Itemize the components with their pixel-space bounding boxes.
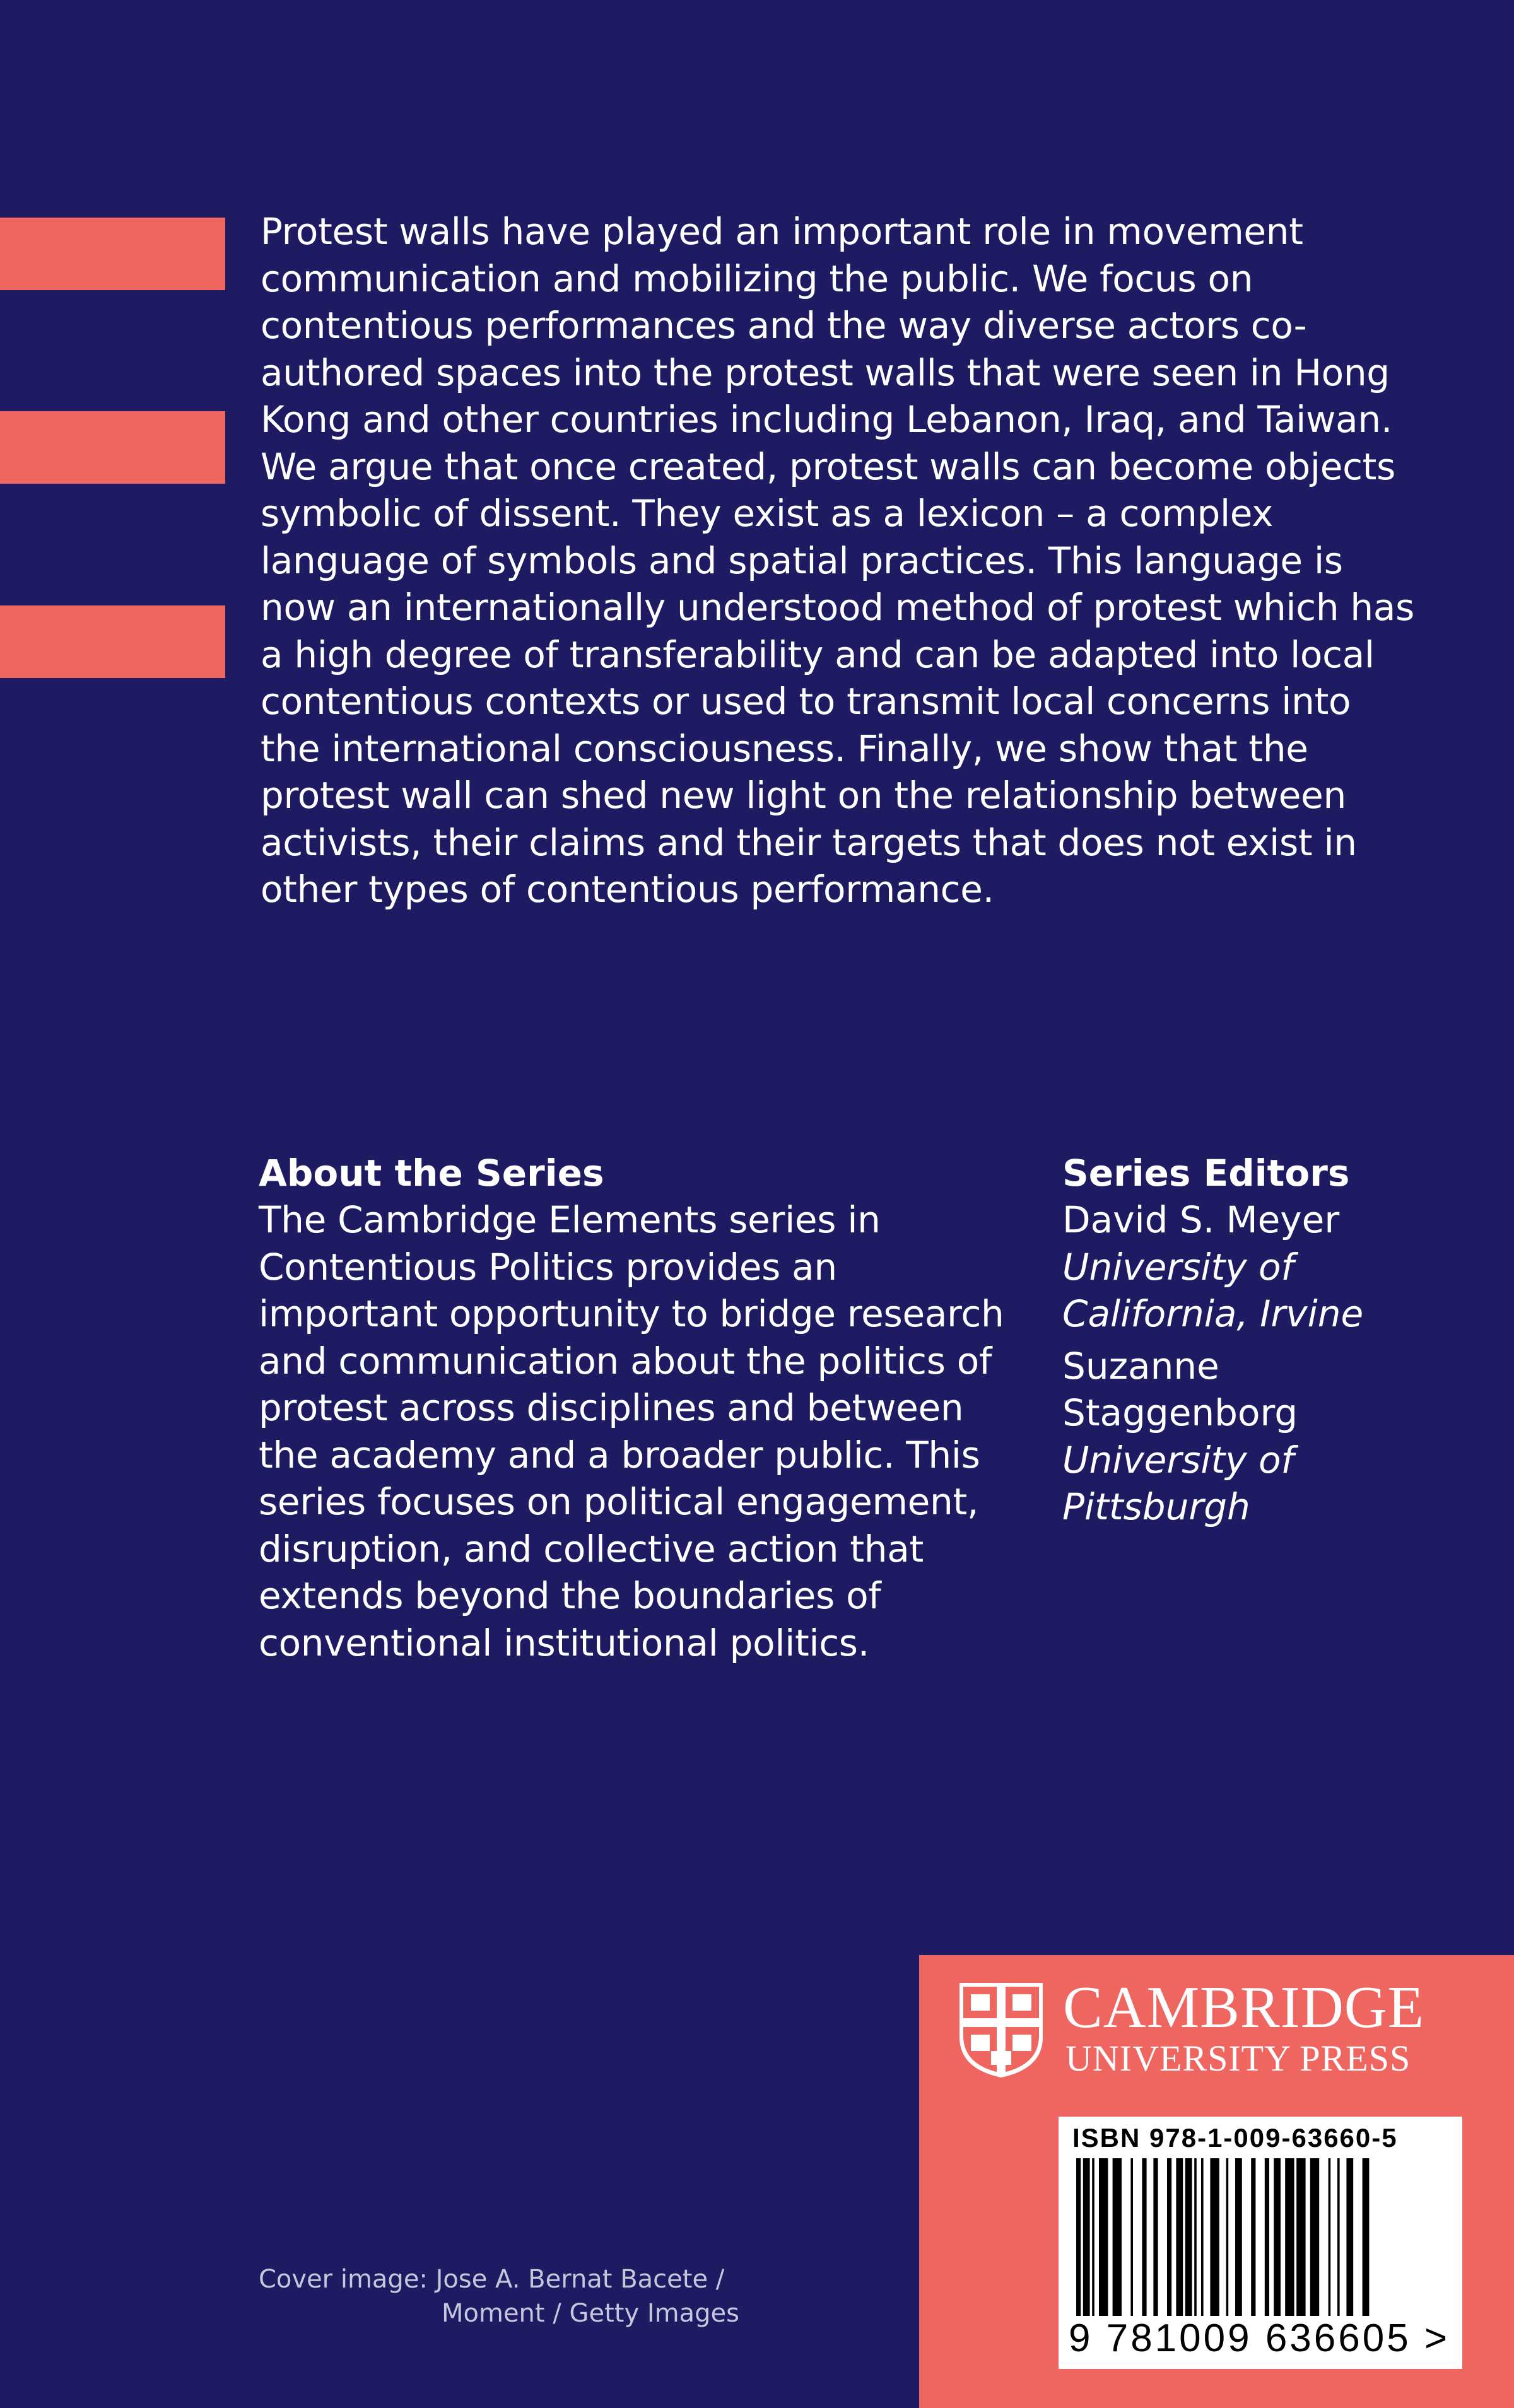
barcode-bar: [1235, 2158, 1242, 2316]
isbn-label: ISBN 978-1-009-63660-5: [1072, 2123, 1398, 2153]
barcode-bar: [1210, 2158, 1219, 2316]
barcode-bar: [1274, 2158, 1281, 2316]
isbn-barcode: [1059, 2117, 1462, 2369]
barcode-bar: [1092, 2158, 1094, 2316]
barcode-bar: [1194, 2158, 1197, 2316]
editor-name: David S. Meyer: [1062, 1198, 1340, 1241]
credit-line-1: Cover image: Jose A. Bernat Bacete /: [259, 2265, 725, 2294]
barcode-bar: [1363, 2158, 1370, 2316]
barcode-bar: [1142, 2158, 1146, 2316]
about-series-heading: About the Series: [259, 1152, 604, 1195]
barcode-bar: [1153, 2158, 1158, 2316]
series-editors-section: [1062, 1150, 1416, 1536]
cambridge-crest-icon: [957, 1980, 1045, 2080]
credit-line-2: Moment / Getty Images: [442, 2299, 739, 2328]
barcode-bar: [1099, 2158, 1108, 2316]
about-series-section: [259, 1150, 1016, 1666]
barcode-bar: [1226, 2158, 1229, 2316]
editor-affiliation: University of California, Irvine: [1062, 1245, 1364, 1335]
publisher-subname: UNIVERSITY PRESS: [1065, 2038, 1411, 2079]
barcode-bar: [1265, 2158, 1269, 2316]
publisher-panel: [919, 1955, 1514, 2408]
barcode-bar: [1251, 2158, 1255, 2316]
barcode-bar: [1083, 2158, 1090, 2316]
barcode-bar: [1130, 2158, 1133, 2316]
cover-image-credit: [259, 2262, 739, 2330]
series-editors-heading: Series Editors: [1062, 1152, 1350, 1195]
about-series-text: The Cambridge Elements series in Contentious Politics provides an important opportunity to bridge research and communication about the politics of protest across disciplines and between the academy and a broader public. This series focuses on political engagement, disruption, and collective action that extends beyond the boundaries of conventional institutional politics.: [259, 1198, 1004, 1664]
barcode-bar: [1285, 2158, 1294, 2316]
accent-stripe-3: [0, 605, 225, 678]
barcode-bar: [1310, 2158, 1319, 2316]
barcode-bar: [1296, 2158, 1305, 2316]
accent-stripe-1: [0, 218, 225, 290]
barcode-bar: [1346, 2158, 1353, 2316]
barcode-bar: [1329, 2158, 1331, 2316]
barcode-bar: [1167, 2158, 1171, 2316]
barcode-bar: [1113, 2158, 1122, 2316]
barcode-bar: [1176, 2158, 1183, 2316]
editor-affiliation: University of Pittsburgh: [1062, 1438, 1294, 1528]
barcode-bar: [1201, 2158, 1204, 2316]
barcode-bars: [1071, 2158, 1450, 2316]
barcode-bar: [1337, 2158, 1340, 2316]
barcode-bar: [1076, 2158, 1081, 2316]
barcode-digits: 9 781009 636605 >: [1069, 2317, 1450, 2360]
publisher-name: CAMBRIDGE: [1063, 1975, 1425, 2040]
back-cover-blurb: Protest walls have played an important role in movement communication and mobilizing the public. We focus on contentious performances and the way diverse actors co-authored spaces into the protest walls that were seen in Hong Kong and other countries including Lebanon, Iraq, and Taiwan. We argue that once created, protest walls can become objects symbolic of dissent. They exist as a lexicon – a complex language of symbols and spatial practices. This language is now an internationally understood method of protest which has a high degree of transferability and can be adapted into local contentious contexts or used to transmit local concerns into the international consciousness. Finally, we show that the protest wall can shed new light on the relationship between activists, their claims and their targets that does not exist in other types of contentious performance.: [261, 210, 1415, 911]
barcode-bar: [1185, 2158, 1192, 2316]
editor-name: Suzanne Staggenborg: [1062, 1344, 1298, 1434]
accent-stripe-2: [0, 411, 225, 484]
